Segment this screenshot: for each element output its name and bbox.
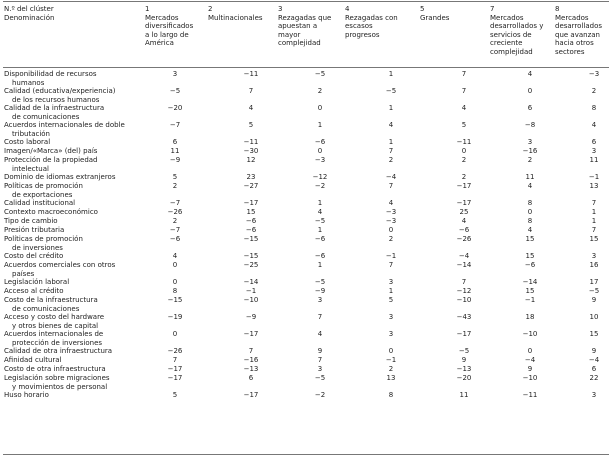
cluster-name-line: desarrollados xyxy=(555,22,603,30)
header-rule xyxy=(3,67,609,68)
cell-value: −27 xyxy=(243,182,259,190)
cell-value: −17 xyxy=(167,365,183,373)
row-label-line: Calidad de la infraestructura xyxy=(4,104,105,112)
cell-value: −26 xyxy=(167,208,183,216)
cell-value: −6 xyxy=(245,217,257,225)
row-label-line: Legislación laboral xyxy=(4,278,70,286)
cell-value: 2 xyxy=(172,182,178,190)
cell-value: 15 xyxy=(589,235,599,243)
cell-value: −10 xyxy=(243,296,259,304)
cell-value: −11 xyxy=(243,138,259,146)
row-label-line: Costo de otra infraestructura xyxy=(4,365,106,373)
cell-value: 1 xyxy=(388,104,394,112)
cluster-name-line: desarrollados y xyxy=(490,22,544,30)
cell-value: 0 xyxy=(388,226,394,234)
cell-value: 7 xyxy=(591,199,597,207)
row-label xyxy=(4,156,144,173)
cell-value: −3 xyxy=(385,217,397,225)
cell-value: 4 xyxy=(317,208,323,216)
cell-value: 3 xyxy=(388,330,394,338)
row-label-line: Legislación sobre migraciones xyxy=(4,374,110,382)
row-label-line: de comunicaciones xyxy=(12,112,80,121)
row-label-line: Acceso al crédito xyxy=(4,287,64,295)
cluster-name-line: servicios de xyxy=(490,30,532,39)
row-label-line: tributación xyxy=(12,129,50,138)
row-label-line: Huso horario xyxy=(4,391,49,399)
cell-value: −5 xyxy=(314,70,326,78)
cluster-name-line: sectores xyxy=(555,47,585,56)
cell-value: −11 xyxy=(456,138,472,146)
cell-value: 7 xyxy=(172,356,178,364)
cell-value: 13 xyxy=(386,374,396,382)
cluster-header-2 xyxy=(208,5,263,22)
cell-value: −9 xyxy=(245,313,257,321)
cell-value: 11 xyxy=(525,173,535,181)
table-bottom-rule xyxy=(3,454,609,455)
cell-value: 1 xyxy=(317,261,323,269)
cluster-name-line: América xyxy=(145,39,174,47)
row-label-line: y otros bienes de capital xyxy=(12,321,99,330)
cell-value: −5 xyxy=(458,347,470,355)
cell-value: 4 xyxy=(388,121,394,129)
row-label xyxy=(4,87,144,104)
row-label xyxy=(4,278,144,287)
cell-value: 4 xyxy=(527,182,533,190)
row-label xyxy=(4,391,144,400)
cell-value: 11 xyxy=(459,391,469,399)
cell-value: 12 xyxy=(246,156,256,164)
cell-value: 9 xyxy=(591,296,597,304)
row-label-line: de exportaciones xyxy=(12,190,73,199)
cell-value: 6 xyxy=(527,104,533,112)
cluster-header-4 xyxy=(345,5,398,39)
row-label-line: Acceso y costo del hardware xyxy=(4,313,105,321)
header-label xyxy=(4,5,54,22)
cell-value: −1 xyxy=(588,173,600,181)
cluster-header-3 xyxy=(278,5,331,48)
cluster-header-5 xyxy=(420,5,449,22)
row-label xyxy=(4,356,144,365)
row-label-line: Dominio de idiomas extranjeros xyxy=(4,173,116,181)
cell-value: 0 xyxy=(172,278,178,286)
cell-value: −16 xyxy=(243,356,259,364)
row-label-line: Afinidad cultural xyxy=(4,356,62,364)
cluster-name-line: a lo largo de xyxy=(145,30,189,39)
cell-value: −7 xyxy=(169,199,181,207)
cluster-header-1 xyxy=(145,5,193,48)
cell-value: 5 xyxy=(388,296,394,304)
cell-value: 13 xyxy=(589,182,599,190)
cell-value: −4 xyxy=(458,252,470,260)
cell-value: 2 xyxy=(317,87,323,95)
row-label-line: Contexto macroeconómico xyxy=(4,208,98,216)
cell-value: 15 xyxy=(525,287,535,295)
row-label-line: de los recursos humanos xyxy=(12,95,100,104)
row-label xyxy=(4,252,144,261)
cell-value: −1 xyxy=(385,356,397,364)
cell-value: −14 xyxy=(456,261,472,269)
cell-value: −8 xyxy=(524,121,536,129)
cell-value: 6 xyxy=(591,138,597,146)
cell-value: −6 xyxy=(169,235,181,243)
cell-value: 3 xyxy=(388,278,394,286)
row-label xyxy=(4,70,144,87)
cluster-number: 2 xyxy=(208,5,213,13)
cell-value: 2 xyxy=(527,156,533,164)
cell-value: 6 xyxy=(172,138,178,146)
cluster-name-line: apuestan a xyxy=(278,22,318,30)
cell-value: 3 xyxy=(317,296,323,304)
row-label-line: Calidad (educativa/experiencia) xyxy=(4,87,116,95)
cluster-name-line: mayor xyxy=(278,30,301,39)
cell-value: −16 xyxy=(522,147,538,155)
cell-value: −30 xyxy=(243,147,259,155)
cell-value: 10 xyxy=(589,313,599,321)
cell-value: −6 xyxy=(314,252,326,260)
cell-value: −5 xyxy=(588,287,600,295)
cluster-name-line: Multinacionales xyxy=(208,13,263,22)
cell-value: 7 xyxy=(317,356,323,364)
cell-value: −17 xyxy=(243,391,259,399)
row-label-line: Tipo de cambio xyxy=(4,217,58,225)
cell-value: 2 xyxy=(388,156,394,164)
cell-value: −5 xyxy=(314,374,326,382)
cluster-name-line: complejidad xyxy=(278,39,321,47)
cell-value: 7 xyxy=(591,226,597,234)
cluster-name-line: Rezagadas con xyxy=(345,13,398,22)
cell-value: −25 xyxy=(243,261,259,269)
cell-value: 15 xyxy=(525,252,535,260)
cell-value: 15 xyxy=(525,235,535,243)
cell-value: −6 xyxy=(458,226,470,234)
cell-value: −6 xyxy=(245,226,257,234)
cell-value: 3 xyxy=(527,138,533,146)
cell-value: 0 xyxy=(527,87,533,95)
cell-value: 0 xyxy=(461,147,467,155)
cell-value: 15 xyxy=(246,208,256,216)
cell-value: 7 xyxy=(248,87,254,95)
cell-value: 4 xyxy=(388,199,394,207)
cell-value: 9 xyxy=(461,356,467,364)
cell-value: −12 xyxy=(456,287,472,295)
cluster-name-line: Mercados xyxy=(555,13,589,22)
cell-value: 22 xyxy=(589,374,599,382)
cell-value: −43 xyxy=(456,313,472,321)
cell-value: −13 xyxy=(456,365,472,373)
header-label-line: N.º del clúster xyxy=(4,5,54,13)
cell-value: 9 xyxy=(317,347,323,355)
cluster-name-line: Mercados xyxy=(145,13,179,22)
cell-value: 3 xyxy=(172,70,178,78)
cell-value: 4 xyxy=(591,121,597,129)
cell-value: 0 xyxy=(527,208,533,216)
cell-value: 2 xyxy=(388,235,394,243)
cluster-number: 1 xyxy=(145,5,150,13)
row-label-line: humanos xyxy=(12,78,45,87)
row-label-line: Acuerdos internacionales de doble xyxy=(4,121,125,129)
cell-value: −2 xyxy=(314,391,326,399)
cell-value: −2 xyxy=(314,182,326,190)
cell-value: 1 xyxy=(388,70,394,78)
cell-value: −20 xyxy=(167,104,183,112)
cluster-name-line: escasos xyxy=(345,22,373,30)
cluster-number: 7 xyxy=(490,5,495,13)
cell-value: −3 xyxy=(385,208,397,216)
cell-value: −5 xyxy=(314,217,326,225)
row-label xyxy=(4,235,144,252)
cell-value: 9 xyxy=(591,347,597,355)
cell-value: −26 xyxy=(456,235,472,243)
cell-value: 5 xyxy=(248,121,254,129)
row-label-line: Acuerdos internacionales de xyxy=(4,330,104,338)
cell-value: 7 xyxy=(388,182,394,190)
cell-value: 2 xyxy=(461,156,467,164)
cell-value: 7 xyxy=(317,313,323,321)
cluster-number: 3 xyxy=(278,5,283,13)
cell-value: −19 xyxy=(167,313,183,321)
cell-value: −9 xyxy=(314,287,326,295)
cell-value: 1 xyxy=(317,199,323,207)
row-label-line: Calidad institucional xyxy=(4,199,76,207)
cluster-name-line: Rezagadas que xyxy=(278,13,332,22)
cell-value: 1 xyxy=(317,226,323,234)
table-top-rule xyxy=(3,1,609,2)
cell-value: 7 xyxy=(388,147,394,155)
cell-value: 6 xyxy=(591,365,597,373)
cell-value: −1 xyxy=(524,296,536,304)
row-label xyxy=(4,208,144,217)
cell-value: 3 xyxy=(388,313,394,321)
row-label xyxy=(4,330,144,347)
cell-value: −4 xyxy=(588,356,600,364)
cell-value: 2 xyxy=(388,365,394,373)
cell-value: −4 xyxy=(385,173,397,181)
header-label-line: Denominación xyxy=(4,13,55,22)
cell-value: 7 xyxy=(388,261,394,269)
cluster-name-line: que avanzan xyxy=(555,30,600,39)
cell-value: 3 xyxy=(317,365,323,373)
cell-value: −17 xyxy=(243,330,259,338)
cell-value: 4 xyxy=(461,104,467,112)
row-label xyxy=(4,104,144,121)
row-label-line: Políticas de promoción xyxy=(4,235,83,243)
cell-value: 3 xyxy=(591,147,597,155)
row-label-line: Calidad de otra infraestructura xyxy=(4,347,113,355)
cluster-name-line: progresos xyxy=(345,30,380,39)
row-label-line: y movimientos de personal xyxy=(12,382,108,391)
cell-value: −6 xyxy=(314,138,326,146)
cell-value: 4 xyxy=(461,217,467,225)
cluster-name-line: Mercados xyxy=(490,13,524,22)
cell-value: 0 xyxy=(172,330,178,338)
row-label xyxy=(4,226,144,235)
cell-value: 5 xyxy=(172,173,178,181)
cell-value: −6 xyxy=(314,235,326,243)
cluster-header-7 xyxy=(490,5,543,56)
row-label xyxy=(4,347,144,356)
cell-value: 23 xyxy=(246,173,256,181)
cell-value: −15 xyxy=(167,296,183,304)
cell-value: 3 xyxy=(591,391,597,399)
cell-value: 4 xyxy=(527,70,533,78)
cell-value: −5 xyxy=(169,87,181,95)
cell-value: 1 xyxy=(388,287,394,295)
row-label-line: Políticas de promoción xyxy=(4,182,83,190)
cell-value: 9 xyxy=(527,365,533,373)
cluster-number: 4 xyxy=(345,5,350,13)
cell-value: 18 xyxy=(525,313,535,321)
cell-value: 0 xyxy=(172,261,178,269)
cell-value: 8 xyxy=(172,287,178,295)
cell-value: 8 xyxy=(527,217,533,225)
cell-value: −14 xyxy=(522,278,538,286)
cell-value: 7 xyxy=(461,70,467,78)
row-label-line: Costo de la infraestructura xyxy=(4,296,98,304)
cell-value: −1 xyxy=(245,287,257,295)
row-label-line: Disponibilidad de recursos xyxy=(4,70,97,78)
cell-value: 2 xyxy=(172,217,178,225)
cluster-number: 5 xyxy=(420,5,425,13)
cell-value: −20 xyxy=(456,374,472,382)
cell-value: 15 xyxy=(589,330,599,338)
cell-value: −3 xyxy=(588,70,600,78)
cell-value: 1 xyxy=(591,217,597,225)
cell-value: 6 xyxy=(248,374,254,382)
cell-value: 1 xyxy=(388,138,394,146)
cell-value: −11 xyxy=(522,391,538,399)
cell-value: 5 xyxy=(172,391,178,399)
cell-value: 4 xyxy=(527,226,533,234)
cell-value: 17 xyxy=(589,278,599,286)
row-label xyxy=(4,296,144,313)
cell-value: 5 xyxy=(461,121,467,129)
cell-value: 8 xyxy=(388,391,394,399)
cell-value: 3 xyxy=(591,252,597,260)
cell-value: −10 xyxy=(522,374,538,382)
cell-value: −17 xyxy=(456,182,472,190)
row-label-line: Imagen/«Marca» (del) país xyxy=(4,147,98,155)
cell-value: 4 xyxy=(172,252,178,260)
cluster-name-line: diversificados xyxy=(145,22,194,30)
cell-value: −15 xyxy=(243,252,259,260)
cell-value: 0 xyxy=(317,147,323,155)
row-label xyxy=(4,138,144,147)
cell-value: −5 xyxy=(314,278,326,286)
cluster-name-line: Grandes xyxy=(420,13,450,22)
cell-value: −14 xyxy=(243,278,259,286)
row-label xyxy=(4,287,144,296)
row-label-line: Costo laboral xyxy=(4,138,51,146)
cluster-header-8 xyxy=(555,5,602,56)
cluster-name-line: creciente xyxy=(490,39,523,47)
cell-value: 8 xyxy=(527,199,533,207)
cell-value: 2 xyxy=(461,173,467,181)
cell-value: 1 xyxy=(317,121,323,129)
cell-value: −17 xyxy=(167,374,183,382)
cluster-name-line: hacia otros xyxy=(555,39,594,47)
cell-value: −15 xyxy=(243,235,259,243)
row-label xyxy=(4,173,144,182)
cell-value: 1 xyxy=(591,208,597,216)
row-label-line: protección de inversiones xyxy=(12,338,103,347)
cell-value: 11 xyxy=(170,147,180,155)
cell-value: −5 xyxy=(385,87,397,95)
cell-value: 7 xyxy=(248,347,254,355)
cell-value: 0 xyxy=(527,347,533,355)
cell-value: 0 xyxy=(388,347,394,355)
row-label xyxy=(4,121,144,138)
cell-value: −10 xyxy=(456,296,472,304)
cell-value: −1 xyxy=(385,252,397,260)
row-label xyxy=(4,261,144,278)
row-label-line: Presión tributaria xyxy=(4,226,65,234)
cell-value: 4 xyxy=(248,104,254,112)
row-label xyxy=(4,313,144,330)
cell-value: 11 xyxy=(589,156,599,164)
row-label-line: Costo del crédito xyxy=(4,252,64,260)
cluster-number: 8 xyxy=(555,5,560,13)
cell-value: −6 xyxy=(524,261,536,269)
row-label xyxy=(4,182,144,199)
cell-value: −4 xyxy=(524,356,536,364)
cell-value: 2 xyxy=(591,87,597,95)
cell-value: 7 xyxy=(461,87,467,95)
cell-value: −17 xyxy=(243,199,259,207)
row-label-line: Acuerdos comerciales con otros xyxy=(4,261,116,269)
cell-value: −11 xyxy=(243,70,259,78)
cell-value: −12 xyxy=(312,173,328,181)
row-label xyxy=(4,199,144,208)
cell-value: −3 xyxy=(314,156,326,164)
cell-value: 16 xyxy=(589,261,599,269)
cell-value: 8 xyxy=(591,104,597,112)
cell-value: 4 xyxy=(317,330,323,338)
row-label-line: Protección de la propiedad xyxy=(4,156,98,164)
row-label-line: de comunicaciones xyxy=(12,304,80,313)
row-label xyxy=(4,365,144,374)
row-label-line: intelectual xyxy=(12,164,49,173)
row-label xyxy=(4,147,144,156)
cell-value: −7 xyxy=(169,226,181,234)
cell-value: −13 xyxy=(243,365,259,373)
row-label-line: países xyxy=(12,269,35,278)
cell-value: −26 xyxy=(167,347,183,355)
cell-value: −9 xyxy=(169,156,181,164)
cell-value: 25 xyxy=(459,208,469,216)
cluster-name-line: complejidad xyxy=(490,47,533,56)
row-label xyxy=(4,374,144,391)
cell-value: −10 xyxy=(522,330,538,338)
row-label-line: de inversiones xyxy=(12,243,63,252)
cell-value: −17 xyxy=(456,330,472,338)
cell-value: 0 xyxy=(317,104,323,112)
row-label xyxy=(4,217,144,226)
cell-value: −7 xyxy=(169,121,181,129)
cell-value: 7 xyxy=(461,278,467,286)
cell-value: −17 xyxy=(456,199,472,207)
